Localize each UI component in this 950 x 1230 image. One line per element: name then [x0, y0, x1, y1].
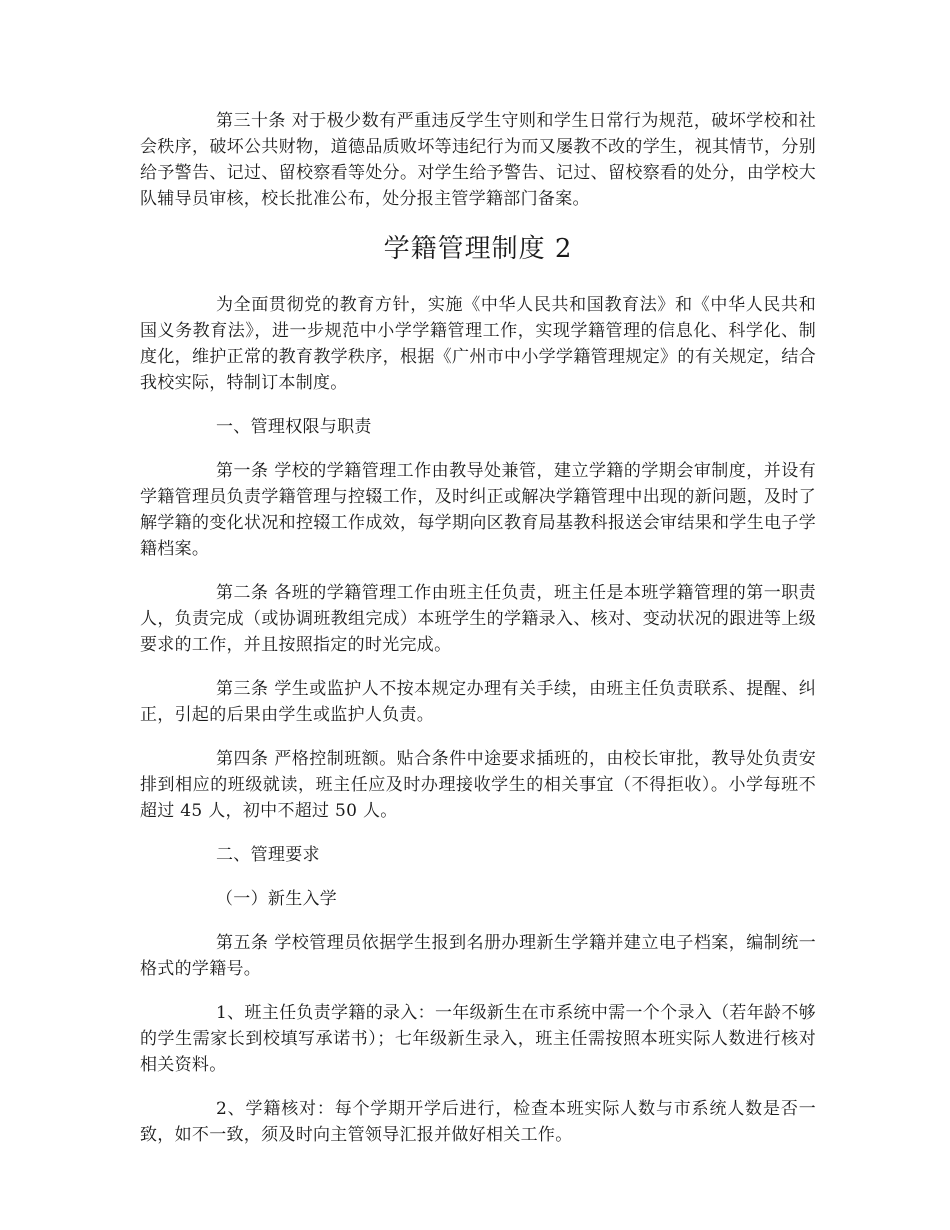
list-item-1: 1、班主任负责学籍的录入：一年级新生在市系统中需一个个录入（若年龄不够的学生需家长到校填写承诺书）；七年级新生录入，班主任需按照本班实际人数进行核对相关资料。	[140, 1003, 816, 1075]
article-1-paragraph: 第一条 学校的学籍管理工作由教导处兼管，建立学籍的学期会审制度，并设有学籍管理员负责学籍管理与控辍工作，及时纠正或解决学籍管理中出现的新问题，及时了解学籍的变化状况和控辍工作成效，每学期向区教育局基教科报送会审结果和学生电子学籍档案。	[140, 461, 816, 559]
section-heading-1: 一、管理权限与职责	[216, 417, 372, 437]
article-5-paragraph: 第五条 学校管理员依据学生报到名册办理新生学籍并建立电子档案，编制统一格式的学籍号。	[140, 933, 816, 979]
article-3-paragraph: 第三条 学生或监护人不按本规定办理有关手续，由班主任负责联系、提醒、纠正，引起的后果由学生或监护人负责。	[140, 679, 816, 725]
article-30-paragraph: 第三十条 对于极少数有严重违反学生守则和学生日常行为规范，破坏学校和社会秩序，破坏公共财物，道德品质败坏等违纪行为而又屡教不改的学生，视其情节，分别给予警告、记过、留校察看等处分。对学生给予警告、记过、留校察看的处分，由学校大队辅导员审核，校长批准公布，处分报主管学籍部门备案。	[140, 111, 816, 209]
article-4-paragraph: 第四条 严格控制班额。贴合条件中途要求插班的，由校长审批，教导处负责安排到相应的班级就读，班主任应及时办理接收学生的相关事宜（不得拒收）。小学每班不超过 45 人，初中不超过 50 人。	[140, 749, 816, 821]
article-2-paragraph: 第二条 各班的学籍管理工作由班主任负责，班主任是本班学籍管理的第一职责人，负责完成（或协调班教组完成）本班学生的学籍录入、核对、变动状况的跟进等上级要求的工作，并且按照指定的时光完成。	[140, 583, 816, 655]
document-title: 学籍管理制度 2	[383, 234, 573, 264]
document-body	[140, 108, 816, 1148]
subsection-heading-1: （一）新生入学	[216, 889, 338, 909]
section-heading-2: 二、管理要求	[216, 845, 320, 865]
intro-paragraph: 为全面贯彻党的教育方针，实施《中华人民共和国教育法》和《中华人民共和国义务教育法》，进一步规范中小学学籍管理工作，实现学籍管理的信息化、科学化、制度化，维护正常的教育教学秩序，根据《广州市中小学学籍管理规定》的有关规定，结合我校实际，特制订本制度。	[140, 295, 816, 393]
list-item-2: 2、学籍核对：每个学期开学后进行，检查本班实际人数与市系统人数是否一致，如不一致，须及时向主管领导汇报并做好相关工作。	[140, 1099, 816, 1145]
